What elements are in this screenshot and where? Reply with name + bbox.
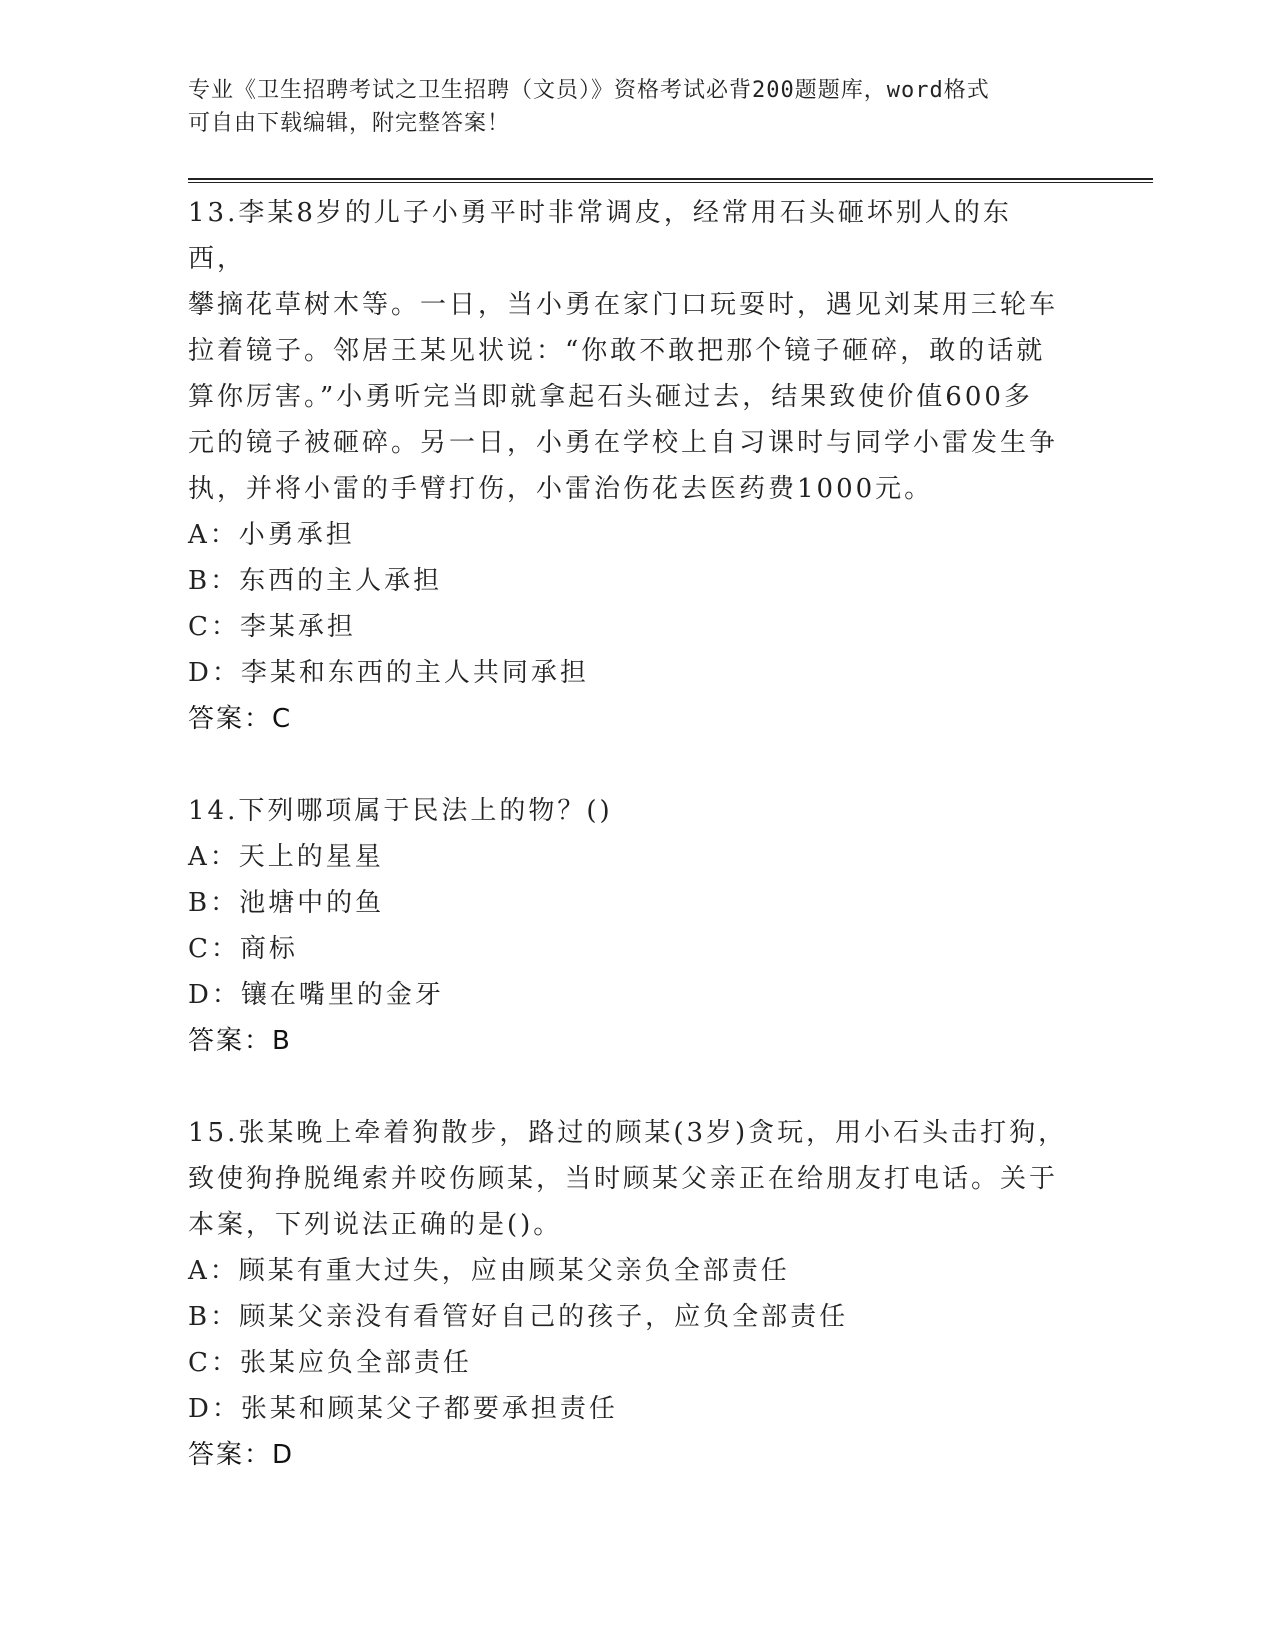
option-d: D：张某和顾某父子都要承担责任 [188,1394,618,1424]
question-13 [188,190,1068,742]
answer-line: 答案：B [188,1026,292,1056]
stem-line: 本案，下列说法正确的是()。 [188,1210,563,1240]
option-c: C：张某应负全部责任 [188,1348,472,1378]
option-a: A：顾某有重大过失，应由顾某父亲负全部责任 [188,1256,790,1286]
document-header [188,74,1068,140]
question-stem [188,190,1068,512]
question-gap [188,742,1068,788]
stem-line: 元的镜子被砸碎。另一日，小勇在学校上自习课时与同学小雷发生争 [188,428,1059,458]
header-line-1: 专业《卫生招聘考试之卫生招聘（文员）》资格考试必背200题题库，word格式 [188,78,990,103]
stem-line: 13.李某8岁的儿子小勇平时非常调皮，经常用石头砸坏别人的东西， [188,198,1012,274]
header-line-2: 可自由下载编辑，附完整答案！ [188,111,511,136]
header-divider-thin [188,182,1153,183]
answer-line: 答案：C [188,704,293,734]
stem-line: 攀摘花草树木等。一日，当小勇在家门口玩耍时，遇见刘某用三轮车 [188,290,1059,320]
stem-line: 致使狗挣脱绳索并咬伤顾某，当时顾某父亲正在给朋友打电话。关于 [188,1164,1059,1194]
question-gap [188,1064,1068,1110]
option-c: C：商标 [188,934,298,964]
question-stem [188,1110,1068,1248]
stem-line: 算你厉害。”小勇听完当即就拿起石头砸过去，结果致使价值600多 [188,382,1033,412]
option-b: B：顾某父亲没有看管好自己的孩子，应负全部责任 [188,1302,849,1332]
option-b: B：池塘中的鱼 [188,888,385,918]
option-d: D：镶在嘴里的金牙 [188,980,444,1010]
option-c: C：李某承担 [188,612,356,642]
question-15 [188,1110,1068,1478]
header-divider-thick [188,178,1153,180]
stem-line: 执，并将小雷的手臂打伤，小雷治伤花去医药费1000元。 [188,474,934,504]
question-stem [188,788,1068,834]
option-d: D：李某和东西的主人共同承担 [188,658,589,688]
stem-line: 14.下列哪项属于民法上的物？() [188,796,613,826]
question-14 [188,788,1068,1064]
question-list [188,190,1068,1478]
option-a: A：天上的星星 [188,842,384,872]
stem-line: 拉着镜子。邻居王某见状说：“你敢不敢把那个镜子砸碎，敢的话就 [188,336,1046,366]
option-b: B：东西的主人承担 [188,566,443,596]
option-a: A：小勇承担 [188,520,355,550]
answer-line: 答案：D [188,1440,295,1470]
stem-line: 15.张某晚上牵着狗散步，路过的顾某(3岁)贪玩，用小石头击打狗， [188,1118,1068,1148]
